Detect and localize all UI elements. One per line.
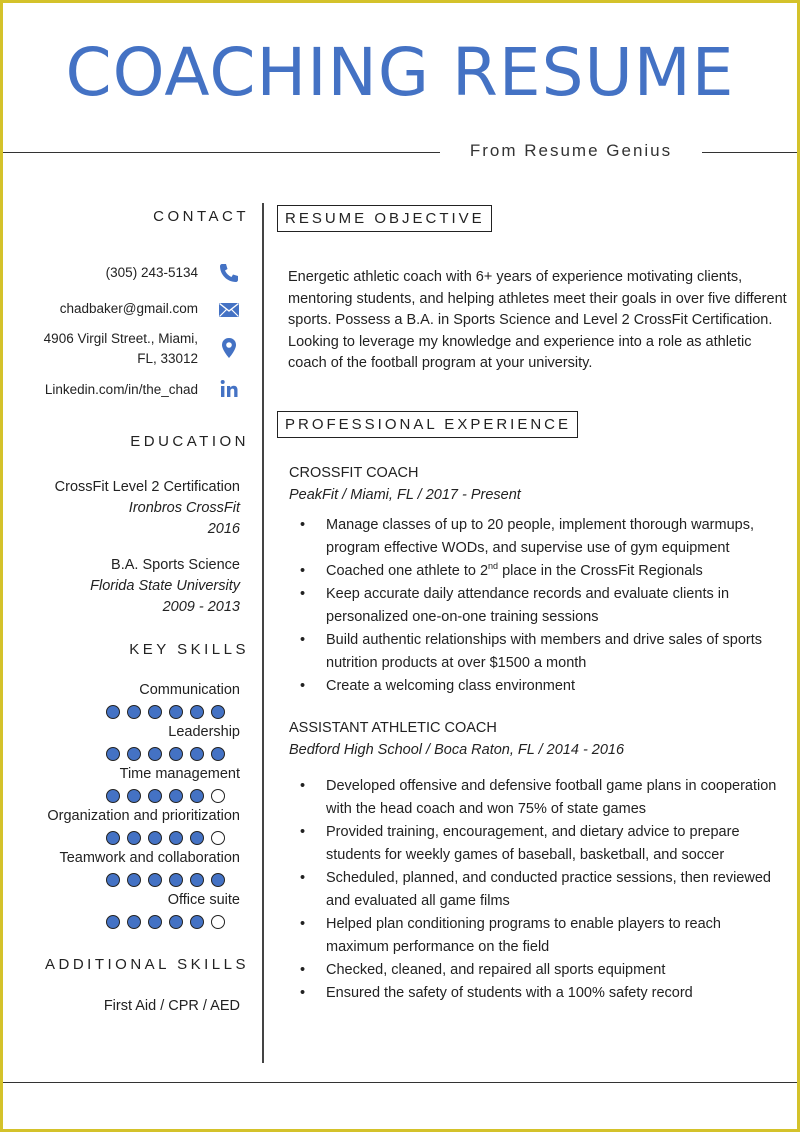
rating-dot-empty [211,915,225,929]
rating-dot-filled [106,915,120,929]
skill-name: Leadership [168,724,240,740]
header-rule-left [3,152,440,153]
experience-heading: PROFESSIONAL EXPERIENCE [277,411,578,438]
contact-heading: CONTACT [153,208,249,225]
skill-rating [106,873,225,887]
list-item [300,982,780,1005]
bullet-glyph: • [300,870,306,886]
rating-dot-filled [148,789,162,803]
rating-dot-filled [127,747,141,761]
job-title: ASSISTANT ATHLETIC COACH [289,720,497,736]
rating-dot-filled [106,873,120,887]
education-degree: CrossFit Level 2 Certification [54,479,240,495]
column-divider [262,203,264,1063]
rating-dot-filled [169,873,183,887]
footer-rule [3,1082,797,1083]
address-line-2: FL, 33012 [137,351,198,366]
rating-dot-empty [211,789,225,803]
rating-dot-filled [190,705,204,719]
rating-dot-filled [169,747,183,761]
bullet-text: Create a welcoming class environment [326,678,576,694]
bullet-text: Provided training, encouragement, and dietary advice to prepare students for weekly games of baseball, basketball, and soccer [326,824,740,863]
rating-dot-filled [211,705,225,719]
list-item [300,959,780,982]
rating-dot-filled [190,831,204,845]
job-bullets [300,514,780,698]
rating-dot-filled [190,789,204,803]
rating-dot-filled [169,705,183,719]
job-subtitle: Bedford High School / Boca Raton, FL / 2014 - 2016 [289,742,625,758]
bullet-text: Ensured the safety of students with a 100% safety record [326,985,693,1001]
bullet-text: Helped plan conditioning programs to enable players to reach maximum performance on the field [326,916,721,955]
linkedin-icon [216,377,242,401]
bullet-glyph: • [300,962,306,978]
rating-dot-filled [127,831,141,845]
header-rule-right [702,152,797,153]
rating-dot-filled [127,873,141,887]
rating-dot-filled [127,915,141,929]
job-title: CROSSFIT COACH [289,465,419,481]
additional-skills-heading: ADDITIONAL SKILLS [45,956,249,973]
skill-name: Communication [139,682,240,698]
education-item [55,477,240,540]
objective-text: Energetic athletic coach with 6+ years of experience motivating clients, mentoring students, and helping athletes meet their goals in over five different sports. Possess a B.A. in Sports Science and Level 2 CrossFit Certification. Looking to leverage my knowledge and experience into a role as athletic coach of the football program at your university. [288,269,787,371]
list-item [300,775,780,821]
contact-email[interactable]: chadbaker@gmail.com [59,301,198,316]
bullet-text-after: place in the CrossFit Regionals [498,563,703,579]
list-item [300,583,780,629]
list-item [300,560,780,583]
contact-phone[interactable]: (305) 243-5134 [105,265,198,280]
education-school: Ironbros CrossFit [128,500,240,516]
skill-rating [106,705,225,719]
education-years: 2009 - 2013 [162,599,240,615]
rating-dot-filled [148,705,162,719]
rating-dot-filled [148,873,162,887]
bullet-text-before: Coached one athlete to 2 [326,563,489,579]
rating-dot-filled [211,873,225,887]
bullet-glyph: • [300,824,306,840]
education-item [90,555,240,618]
skill-rating [106,747,225,761]
location-icon [216,336,242,360]
address-line-1: 4906 Virgil Street., Miami, [43,331,198,346]
education-heading: EDUCATION [130,433,249,450]
skill-name: Teamwork and collaboration [59,850,240,866]
job-subtitle: PeakFit / Miami, FL / 2017 - Present [289,487,521,503]
contact-address [44,329,198,369]
rating-dot-filled [106,747,120,761]
list-item [300,867,780,913]
rating-dot-empty [211,831,225,845]
list-item [300,514,780,560]
bullet-glyph: • [300,678,306,694]
skill-rating [106,915,225,929]
bullet-glyph: • [300,632,306,648]
skill-name: Office suite [167,892,240,908]
bullet-glyph: • [300,985,306,1001]
bullet-text: Checked, cleaned, and repaired all sports equipment [326,962,666,978]
additional-skills-text: First Aid / CPR / AED [103,998,240,1014]
list-item [300,821,780,867]
bullet-text: Developed offensive and defensive football game plans in cooperation with the head coach and won 75% of state games [326,778,777,817]
rating-dot-filled [148,915,162,929]
education-school: Florida State University [90,578,240,594]
bullet-glyph: • [300,778,306,794]
rating-dot-filled [190,873,204,887]
list-item [300,675,780,698]
resume-title: COACHING RESUME [65,34,735,111]
education-degree: B.A. Sports Science [111,557,240,573]
rating-dot-filled [106,705,120,719]
ordinal-suffix: nd [488,561,499,572]
bullet-glyph: • [300,586,306,602]
rating-dot-filled [169,789,183,803]
skill-rating [106,789,225,803]
skill-name: Time management [119,766,240,782]
rating-dot-filled [127,789,141,803]
rating-dot-filled [169,915,183,929]
from-tagline: From Resume Genius [469,141,673,160]
rating-dot-filled [211,747,225,761]
bullet-text: Manage classes of up to 20 people, implement thorough warmups, program effective WODs, and supervise use of gym equipment [326,517,754,556]
rating-dot-filled [106,831,120,845]
bullet-text: Build authentic relationships with members and drive sales of sports nutrition products at over $1500 a month [326,632,763,671]
contact-linkedin[interactable]: Linkedin.com/in/the_chad [44,382,198,397]
bullet-glyph: • [300,563,306,579]
rating-dot-filled [169,831,183,845]
rating-dot-filled [190,915,204,929]
phone-icon [216,261,242,285]
list-item [300,913,780,959]
bullet-glyph: • [300,517,306,533]
objective-heading: RESUME OBJECTIVE [277,205,492,232]
key-skills-heading: KEY SKILLS [129,641,249,658]
skill-name: Organization and prioritization [47,808,240,824]
education-years: 2016 [207,521,240,537]
rating-dot-filled [148,831,162,845]
list-item [300,629,780,675]
job-bullets [300,775,780,1005]
email-icon [216,298,242,322]
rating-dot-filled [190,747,204,761]
skill-rating [106,831,225,845]
bullet-text: Scheduled, planned, and conducted practice sessions, then reviewed and evaluated all game films [326,870,771,909]
rating-dot-filled [106,789,120,803]
rating-dot-filled [148,747,162,761]
rating-dot-filled [127,705,141,719]
bullet-glyph: • [300,916,306,932]
bullet-text: Keep accurate daily attendance records and evaluate clients in personalized one-on-one training sessions [326,586,730,625]
